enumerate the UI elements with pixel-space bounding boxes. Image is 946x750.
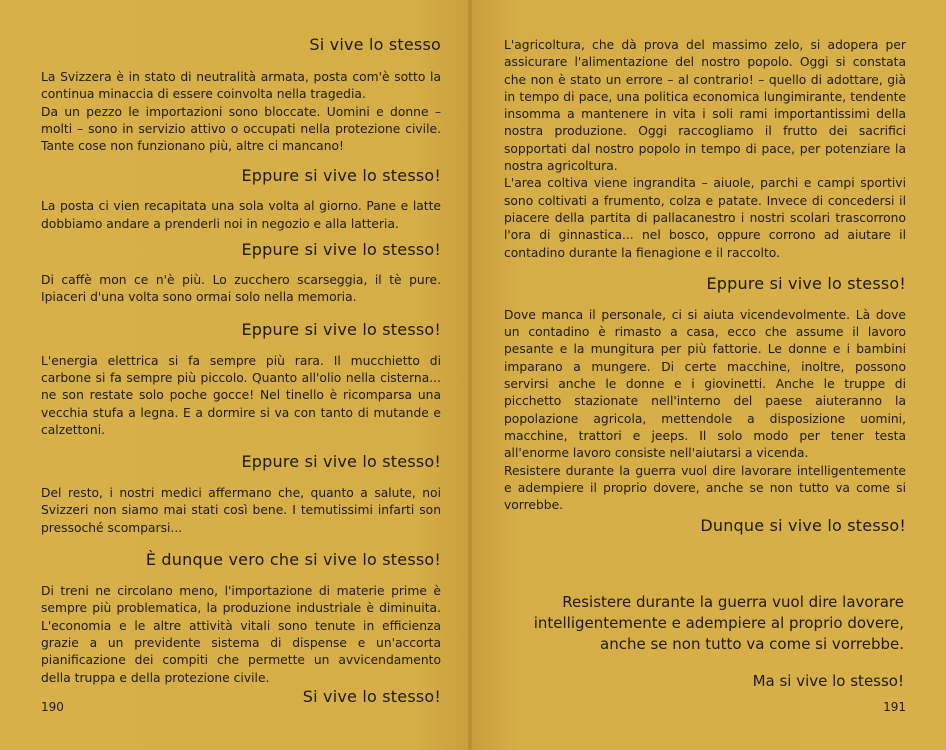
section-heading: Eppure si vive lo stesso! — [241, 166, 441, 186]
closing-line: Ma si vive lo stesso! — [752, 672, 904, 690]
paragraph: Del resto, i nostri medici affermano che, quanto a salute, noi Svizzeri non siamo mai stati così bene. I temutissimi infarti son pressoché scomparsi... — [41, 486, 441, 535]
section-heading: Eppure si vive lo stesso! — [241, 319, 441, 339]
paragraph: Di treni ne circolano meno, l'importazione di materie prime è sempre più problematica, la produzione industriale è diminuita. L'economia e le altre attività vitali sono tenute in efficienza grazie a un previdente sistema di dispense e un'accorta pianificazione dei compiti che permette un avvicendamento della truppa e della protezione civile. — [41, 584, 441, 685]
closing-quote — [502, 592, 904, 692]
quote-line: intelligentemente e adempiere al proprio dovere, — [533, 614, 904, 632]
paragraph: Dove manca il personale, ci si aiuta vicendevolmente. Là dove un contadino è rimasto a casa, ecco che assume il lavoro pesante e la mungitura per più fattorie. Le donne e i bambini imparano a mungere. Di certe macchine, inoltre, possono servirsi anche le donne e i giovinetti. Anche le truppe di picchetto stazionate nell'interno del paese aiuteranno la popolazione agricola, mettendole a disposizione uomini, macchine, trattori e jeeps. Il solo modo per tener testa all'enorme lavoro consiste nell'aiutarsi a vicenda. Resistere durante la guerra vuol dire lavorare intelligentemente e adempiere il proprio dovere, anche se non tutto va come si vorrebbe. — [504, 307, 906, 513]
paragraph: La Svizzera è in stato di neutralità armata, posta com'è sotto la continua minaccia di essere coinvolta nella tragedia. Da un pezzo le importazioni sono bloccate. Uomini e donne – molti – sono in servizio attivo o occupati nella protezione civile. Tante cose non funzionano più, altre ci mancano! — [41, 70, 441, 154]
right-text-column — [504, 37, 906, 536]
quote-line: anche se non tutto va come si vorrebbe. — [600, 635, 904, 653]
paragraph: L'energia elettrica si fa sempre più rara. Il mucchietto di carbone si fa sempre più piccolo. Quanto all'olio nella cisterna... ne son restate solo poche gocce! Nel tinello è ricomparsa una vecchia stufa a legna. E a dormire si va con tanto di mutande e calzettoni. — [41, 353, 441, 437]
paragraph: La posta ci vien recapitata una sola volta al giorno. Pane e latte dobbiamo andare a prenderli noi in negozio e alla latteria. — [41, 199, 441, 231]
section-heading: È dunque vero che si vive lo stesso! — [145, 550, 441, 570]
section-heading: Si vive lo stesso! — [302, 686, 441, 706]
left-page — [0, 0, 470, 750]
paragraph: Di caffè mon ce n'è più. Lo zucchero scarseggia, il tè pure. Ipiaceri d'una volta sono ormai solo nella memoria. — [41, 273, 441, 305]
page-number: 190 — [41, 700, 64, 714]
page-title: Si vive lo stesso — [309, 35, 441, 54]
section-heading: Dunque si vive lo stesso! — [700, 516, 906, 536]
left-text-column — [41, 35, 441, 707]
section-heading: Eppure si vive lo stesso! — [241, 452, 441, 472]
paragraph: L'agricoltura, che dà prova del massimo zelo, si adopera per assicurare l'alimentazione del nostro popolo. Oggi si constata che non è stato un errore – al contrario! – quello di adottare, già in tempo di pace, una politica economica lungimirante, tendente insomma a mantenere in vita i soli rami importantissimi della nostra produzione. Oggi raccogliamo il frutto dei sacrifici sopportati dal nostro popolo in tempo di pace, per potenziare la nostra agricoltura. L'area coltiva viene ingrandita – aiuole, parchi e campi sportivi sono coltivati a frumento, colza e patate. Invece di concedersi il piacere della partita di pallacanestro i nostri scolari trascorrono l'ora di ginnastica... nel bosco, oppure corrono ad aiutare il contadino durante la fienagione e il raccolto. — [504, 38, 906, 260]
quote-line: Resistere durante la guerra vuol dire lavorare — [562, 593, 904, 611]
section-heading: Eppure si vive lo stesso! — [241, 240, 441, 260]
section-heading: Eppure si vive lo stesso! — [706, 273, 906, 293]
page-number: 191 — [883, 700, 906, 714]
right-page — [472, 0, 946, 750]
